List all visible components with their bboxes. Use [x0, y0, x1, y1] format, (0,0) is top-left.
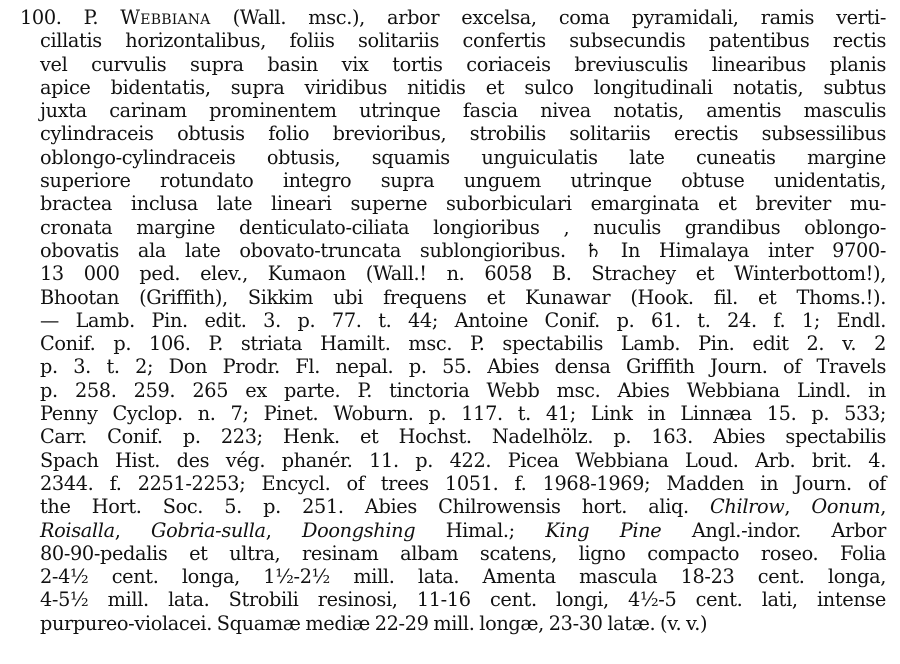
text-line: Spach Hist. des vég. phanér. 11. p. 422. Picea Webbiana Loud. Arb. brit. 4. — [40, 448, 886, 472]
text-line: oblongo-cylindraceis obtusis, squamis unguiculatis late cuneatis margine — [40, 145, 886, 169]
text-line: juxta carinam prominentem utrinque fascia nivea notatis, amentis masculis — [40, 99, 886, 123]
separator: , — [265, 518, 303, 542]
text-line: p. 3. t. 2; Don Prodr. Fl. nepal. p. 55. Abies densa Griffith Journ. of Travels — [40, 355, 886, 379]
text-line: Conif. p. 106. P. striata Hamilt. msc. P. spectabilis Lamb. Pin. edit 2. v. 2 — [40, 332, 886, 356]
vernacular-name: Roisalla — [40, 518, 115, 542]
text-line: 13 000 ped. elev., Kumaon (Wall.! n. 6058 B. Strachey et Winterbottom!), — [40, 262, 886, 286]
text-segment: Angl.-indor. Arbor — [661, 518, 886, 542]
separator: , — [880, 495, 886, 519]
vernacular-name: Gobria-sulla — [151, 518, 266, 542]
text-line: 80-90-pedalis et ultra, resinam albam scatens, ligno compacto roseo. Folia — [40, 541, 886, 565]
species-name: Webbiana — [120, 6, 211, 29]
text-segment: Himal.; — [415, 518, 546, 542]
text-line: — Lamb. Pin. edit. 3. p. 77. t. 44; Antoine Conif. p. 61. t. 24. f. 1; Endl. — [40, 308, 886, 332]
text-line-first — [20, 6, 886, 29]
text-line: obovatis ala late obovato-truncata sublongioribus. ♄ In Himalaya inter 9700- — [40, 238, 886, 262]
text-line: superiore rotundato integro supra unguem utrinque obtuse unidentatis, — [40, 169, 886, 193]
text-line: Bhootan (Griffith), Sikkim ubi frequens et Kunawar (Hook. fil. et Thoms.!). — [40, 285, 886, 309]
text-line: 2344. f. 2251-2253; Encycl. of trees 1051. f. 1968-1969; Madden in Journ. of — [40, 471, 886, 495]
text-line: 2-4½ cent. longa, 1½-2½ mill. lata. Amenta mascula 18-23 cent. longa, — [40, 565, 886, 589]
text-segment: the Hort. Soc. 5. p. 251. Abies Chilrowensis hort. aliq. — [40, 495, 711, 519]
text-line: 4-5½ mill. lata. Strobili resinosi, 11-16 cent. longi, 4½-5 cent. lati, intense — [40, 588, 886, 612]
text-line: p. 258. 259. 265 ex parte. P. tinctoria Webb msc. Abies Webbiana Lindl. in — [40, 378, 886, 402]
vernacular-name: Chilrow — [710, 495, 785, 519]
text-line: cronata margine denticulato-ciliata longioribus , nuculis grandibus oblongo- — [40, 215, 886, 239]
separator: , — [114, 518, 152, 542]
separator: , — [784, 495, 812, 519]
vernacular-name: King Pine — [545, 518, 662, 542]
entry-number: 100. P. — [20, 6, 121, 29]
text-line-first-rest: (Wall. msc.), arbor excelsa, coma pyramidali, ramis verti- — [210, 6, 886, 29]
text-line-with-vernacular — [20, 519, 886, 542]
vernacular-name: Oonum — [811, 495, 881, 519]
text-line-with-vernacular — [20, 495, 886, 518]
text-line-last: purpureo-violacei. Squamæ mediæ 22-29 mill. longæ, 23-30 latæ. (v. v.) — [40, 611, 708, 635]
text-line: vel curvulis supra basin vix tortis coriaceis breviusculis linearibus planis — [40, 52, 886, 76]
text-line: apice bidentatis, supra viridibus nitidis et sulco longitudinali notatis, subtus — [40, 75, 886, 99]
text-line: cylindraceis obtusis folio brevioribus, strobilis solitariis erectis subsessilibus — [40, 122, 886, 146]
vernacular-name: Doongshing — [302, 518, 416, 542]
text-line: bractea inclusa late lineari superne suborbiculari emarginata et breviter mu- — [40, 192, 886, 216]
document-page — [20, 6, 886, 635]
text-line: Carr. Conif. p. 223; Henk. et Hochst. Nadelhölz. p. 163. Abies spectabilis — [40, 425, 886, 449]
text-line: cillatis horizontalibus, foliis solitariis confertis subsecundis patentibus rectis — [40, 29, 886, 53]
text-line: Penny Cyclop. n. 7; Pinet. Woburn. p. 117. t. 41; Link in Linnæa 15. p. 533; — [40, 402, 886, 426]
